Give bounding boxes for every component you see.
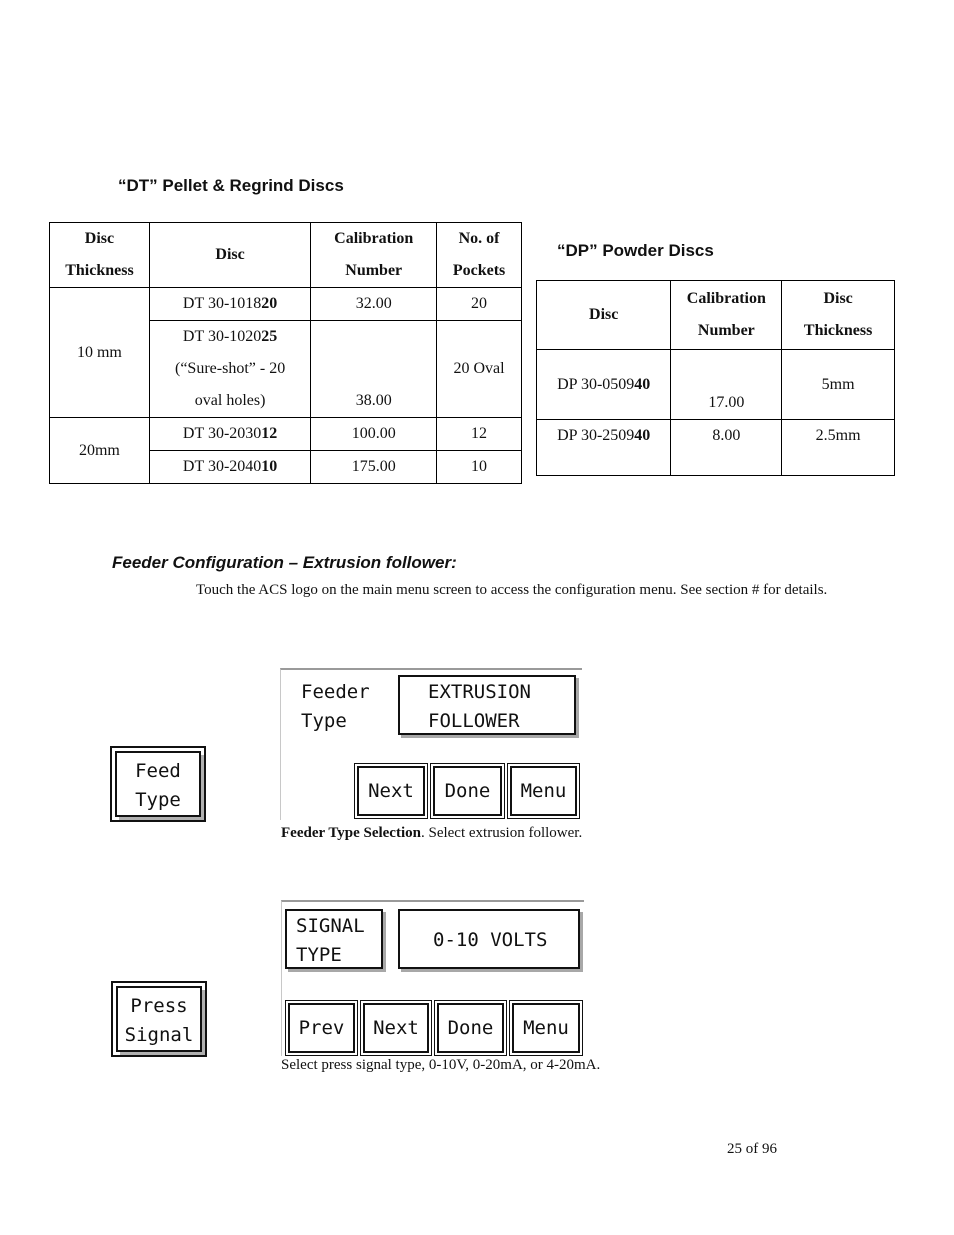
dp-disc-table — [536, 280, 895, 476]
feeder-config-heading: Feeder Configuration – Extrusion follower: — [112, 553, 457, 572]
calibration-cell: 100.00 — [311, 418, 437, 451]
done-button[interactable]: Done — [437, 1003, 504, 1053]
feeder-type-label: Feeder Type — [301, 681, 370, 732]
thickness-cell: 2.5mm — [782, 420, 895, 476]
pockets-cell: 10 — [437, 451, 522, 484]
table-row — [537, 420, 895, 476]
disc-cell: DP 30-050940 — [537, 350, 671, 420]
header-disc: Disc — [149, 223, 310, 288]
feeder-type-screen — [280, 668, 582, 820]
menu-button[interactable]: Menu — [510, 766, 577, 816]
thickness-cell: 5mm — [782, 350, 895, 420]
feeder-config-instructions: Touch the ACS logo on the main menu screen to access the configuration menu. See section # for details. — [196, 582, 828, 598]
dt-section-heading: “DT” Pellet & Regrind Discs — [118, 176, 344, 195]
header-calibration-number: Calibration Number — [671, 281, 782, 350]
header-pockets: No. of Pockets — [437, 223, 522, 288]
feed-type-button[interactable]: Feed Type — [115, 751, 201, 817]
calibration-cell: 175.00 — [311, 451, 437, 484]
header-disc-thickness: Disc Thickness — [50, 223, 150, 288]
menu-button[interactable]: Menu — [512, 1003, 580, 1053]
feeder-type-value[interactable]: EXTRUSION FOLLOWER — [398, 675, 576, 735]
pockets-cell: 12 — [437, 418, 522, 451]
dt-disc-table — [49, 222, 522, 484]
signal-type-screen — [281, 900, 584, 1056]
calibration-cell: 32.00 — [311, 288, 437, 321]
next-button[interactable]: Next — [357, 766, 425, 816]
table-header-row — [537, 281, 895, 350]
pockets-cell: 20 Oval — [437, 321, 522, 418]
header-calibration-number: Calibration Number — [311, 223, 437, 288]
signal-type-label: SIGNAL TYPE — [285, 909, 383, 969]
table-row — [537, 350, 895, 420]
done-button[interactable]: Done — [433, 766, 502, 816]
calibration-cell: 17.00 — [671, 350, 782, 420]
press-signal-button[interactable]: Press Signal — [116, 986, 202, 1052]
thickness-cell: 10 mm — [50, 288, 150, 418]
pockets-cell: 20 — [437, 288, 522, 321]
page-number: 25 of 96 — [727, 1141, 777, 1157]
signal-type-caption: Select press signal type, 0-10V, 0-20mA, or 4-20mA. — [281, 1057, 601, 1073]
table-row — [50, 288, 522, 321]
disc-cell: DT 30-204010 — [149, 451, 310, 484]
header-disc-thickness: Disc Thickness — [782, 281, 895, 350]
table-header-row — [50, 223, 522, 288]
header-disc: Disc — [537, 281, 671, 350]
table-row — [50, 418, 522, 451]
next-button[interactable]: Next — [363, 1003, 429, 1053]
dp-section-heading: “DP” Powder Discs — [557, 241, 714, 260]
thickness-cell: 20mm — [50, 418, 150, 484]
disc-cell: DT 30-101820 — [149, 288, 310, 321]
calibration-cell: 8.00 — [671, 420, 782, 476]
feeder-type-caption: Feeder Type Selection. Select extrusion follower. — [281, 825, 583, 841]
signal-type-value[interactable]: 0-10 VOLTS — [398, 909, 580, 969]
calibration-cell: 38.00 — [311, 321, 437, 418]
disc-cell: DT 30-203012 — [149, 418, 310, 451]
disc-cell: DT 30-102025 (“Sure-shot” - 20 oval holes) — [149, 321, 310, 418]
disc-cell: DP 30-250940 — [537, 420, 671, 476]
prev-button[interactable]: Prev — [288, 1003, 355, 1053]
